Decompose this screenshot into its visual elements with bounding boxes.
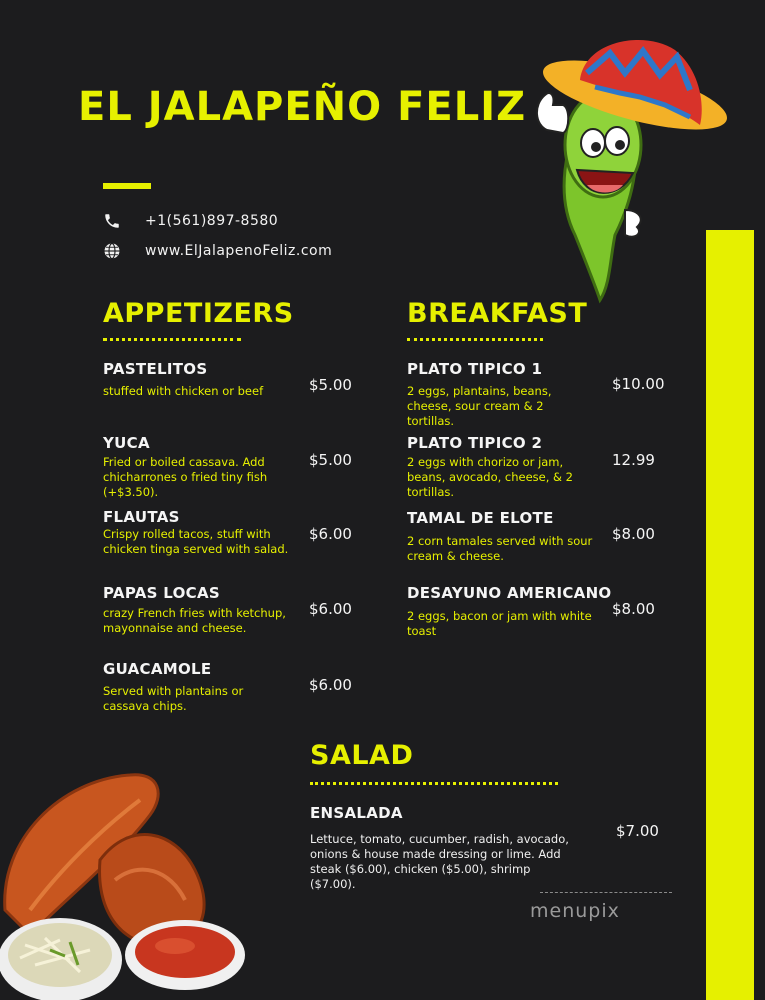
menu-item [103,584,308,636]
watermark-divider [540,892,672,893]
phone-icon [103,212,123,230]
menu-item [407,584,612,639]
item-price: $10.00 [612,375,665,393]
phone-row [103,212,278,230]
item-description: 2 eggs with chorizo or jam, beans, avocado, cheese, & 2 tortillas. [407,455,573,499]
item-price: $5.00 [309,451,352,469]
item-description: 2 eggs, bacon or jam with white toast [407,609,592,638]
item-description: 2 eggs, plantains, beans, cheese, sour cream & 2 tortillas. [407,384,552,428]
item-description: Served with plantains or cassava chips. [103,684,244,713]
menupix-watermark: menupix [530,900,620,922]
salad-heading: SALAD [310,740,414,771]
menu-item [103,434,303,500]
menu-item [310,804,575,892]
breakfast-underline [407,338,543,341]
phone-number: +1(561)897-8580 [145,213,279,229]
item-price: $6.00 [309,525,352,543]
item-price: $8.00 [612,600,655,618]
item-name: TAMAL DE ELOTE [407,509,554,527]
item-price: 12.99 [612,451,655,469]
item-name: PLATO TIPICO 1 [407,360,543,378]
item-price: $5.00 [309,376,352,394]
item-name: ENSALADA [310,804,403,822]
item-description: Crispy rolled tacos, stuff with chicken tinga served with salad. [103,527,289,556]
item-name: PASTELITOS [103,360,208,378]
restaurant-title: EL JALAPEÑO FELIZ [78,84,527,130]
item-description: stuffed with chicken or beef [103,384,264,398]
breakfast-heading: BREAKFAST [407,298,588,329]
empanadas-food-photo [0,760,250,1000]
menu-item [407,509,597,564]
appetizers-heading: APPETIZERS [103,298,294,329]
title-underline [103,183,151,189]
salad-underline [310,782,558,785]
item-name: FLAUTAS [103,508,180,526]
menu-item [407,360,592,429]
item-name: DESAYUNO AMERICANO [407,584,612,602]
item-description: crazy French fries with ketchup, mayonnaise and cheese. [103,606,286,635]
item-name: PAPAS LOCAS [103,584,220,602]
item-price: $6.00 [309,676,352,694]
jalapeno-mascot-illustration [525,35,735,305]
item-price: $7.00 [616,822,659,840]
item-price: $6.00 [309,600,352,618]
menu-item [103,660,293,714]
item-name: GUACAMOLE [103,660,212,678]
globe-icon [103,242,123,260]
website-row [103,242,332,260]
accent-stripe [706,230,754,1000]
item-price: $8.00 [612,525,655,543]
item-description: 2 corn tamales served with sour cream & cheese. [407,534,593,563]
menu-item [103,360,308,399]
item-description: Lettuce, tomato, cucumber, radish, avocado, onions & house made dressing or lime. Add steak ($6.00), chicken ($5.00), shrimp ($7.00). [310,832,569,891]
website-url[interactable]: www.ElJalapenoFeliz.com [145,243,333,259]
item-name: YUCA [103,434,150,452]
item-name: PLATO TIPICO 2 [407,434,543,452]
item-description: Fried or boiled cassava. Add chicharrones o fried tiny fish (+$3.50). [103,455,268,499]
menu-item [407,434,597,500]
menu-item [103,508,303,557]
appetizers-underline [103,338,241,341]
